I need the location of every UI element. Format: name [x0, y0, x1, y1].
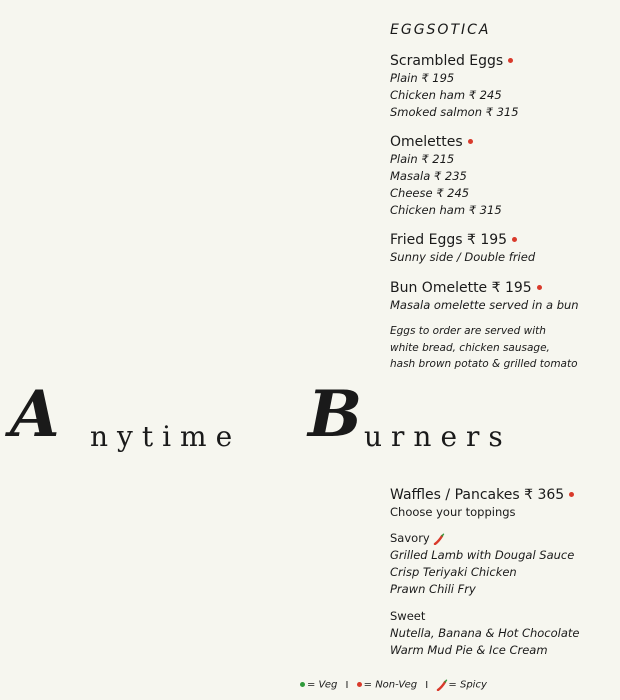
dish-scrambled-eggs: [390, 52, 615, 121]
legend: [300, 679, 487, 691]
legend-separator: I: [425, 679, 429, 691]
dish-variant: Smoked salmon ₹ 315: [390, 105, 519, 119]
legend-separator: I: [345, 679, 349, 691]
dish-bun-omelette: [390, 279, 615, 314]
dish-description: Masala omelette served in a bun: [390, 298, 579, 312]
dish-omelettes: [390, 133, 615, 219]
savory-toppings: [390, 530, 615, 598]
dish-waffles-pancakes: [390, 486, 615, 521]
sweet-toppings: [390, 608, 615, 659]
heading-initial-a: A: [10, 377, 60, 452]
chili-icon: [433, 533, 445, 545]
eggs-note: [390, 323, 615, 373]
topping-item: Prawn Chili Fry: [390, 582, 476, 596]
non-veg-dot-icon: [537, 285, 542, 290]
dish-variant: Chicken ham ₹ 245: [390, 88, 502, 102]
non-veg-dot-icon: [569, 492, 574, 497]
veg-dot-icon: [300, 682, 305, 687]
heading-word-2: urners: [364, 420, 512, 453]
legend-spicy: = Spicy: [448, 679, 487, 691]
chili-icon: [436, 679, 448, 691]
sweet-title: Sweet: [390, 609, 426, 623]
heading-initial-b: B: [308, 377, 363, 452]
dish-variant: Cheese ₹ 245: [390, 186, 470, 200]
dish-variant: Masala ₹ 235: [390, 169, 467, 183]
non-veg-dot-icon: [468, 139, 473, 144]
topping-item: Nutella, Banana & Hot Chocolate: [390, 626, 580, 640]
note-line: white bread, chicken sausage,: [390, 341, 550, 354]
dish-description: Choose your toppings: [390, 505, 516, 519]
dish-name: Bun Omelette ₹ 195: [390, 280, 532, 296]
topping-item: Warm Mud Pie & Ice Cream: [390, 643, 548, 657]
dish-name: Scrambled Eggs: [390, 53, 504, 69]
dish-fried-eggs: [390, 231, 615, 266]
dish-name: Omelettes: [390, 134, 463, 150]
dish-description: Sunny side / Double fried: [390, 250, 536, 264]
heading-word-1: nytime: [90, 420, 242, 453]
note-line: hash brown potato & grilled tomato: [390, 358, 578, 370]
section-title: EGGSOTICA: [390, 22, 491, 38]
savory-title: Savory: [390, 531, 430, 545]
topping-item: Grilled Lamb with Dougal Sauce: [390, 548, 575, 562]
non-veg-dot-icon: [357, 682, 362, 687]
anytime-burners-heading: [10, 377, 570, 463]
legend-veg: = Veg: [307, 679, 338, 691]
dish-name: Waffles / Pancakes ₹ 365: [390, 487, 565, 503]
dish-name: Fried Eggs ₹ 195: [390, 232, 508, 248]
topping-item: Crisp Teriyaki Chicken: [390, 565, 517, 579]
dish-variant: Plain ₹ 215: [390, 152, 455, 166]
dish-variant: Chicken ham ₹ 315: [390, 203, 502, 217]
legend-nonveg: = Non-Veg: [363, 679, 418, 691]
dish-variant: Plain ₹ 195: [390, 71, 455, 85]
note-line: Eggs to order are served with: [390, 325, 546, 337]
non-veg-dot-icon: [508, 58, 513, 63]
non-veg-dot-icon: [512, 237, 517, 242]
